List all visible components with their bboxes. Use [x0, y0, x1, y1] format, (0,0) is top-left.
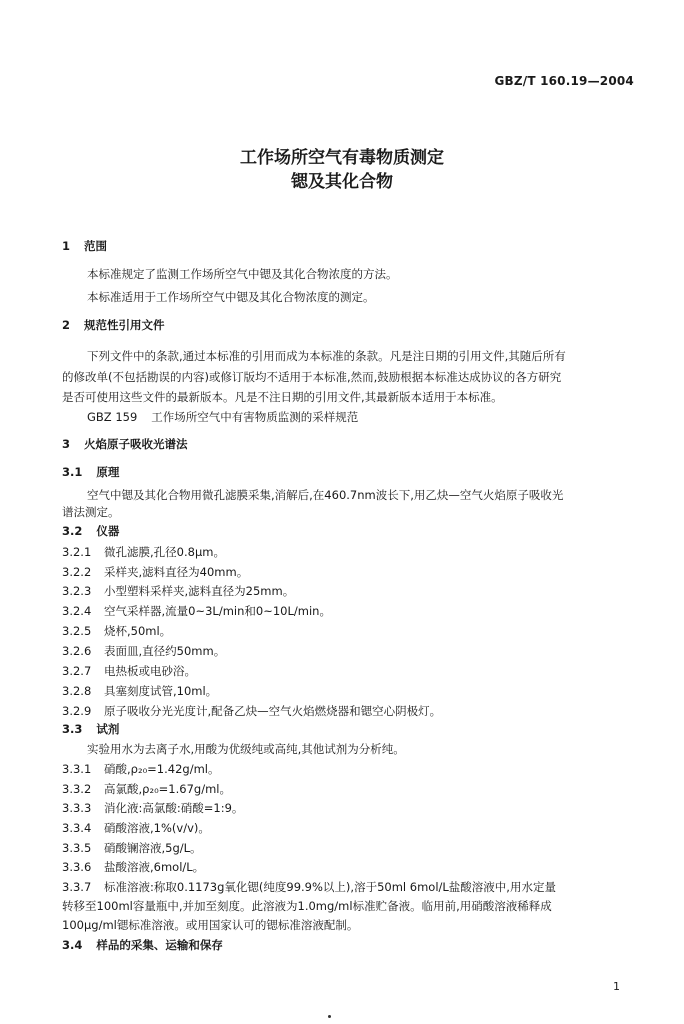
- reference-title: 工作场所空气中有害物质监测的采样规范: [151, 410, 359, 424]
- list-item: [62, 841, 202, 855]
- list-item: [62, 762, 220, 776]
- subsection-heading-3-2: [62, 524, 119, 538]
- item-number: 3.3.6: [62, 860, 92, 874]
- item-text: 空气采样器,流量0~3L/min和0~10L/min。: [104, 604, 331, 618]
- item-text: 原子吸收分光光度计,配备乙炔—空气火焰燃烧器和锶空心阴极灯。: [104, 704, 442, 718]
- item-number: 3.3.5: [62, 841, 92, 855]
- item-text: 采样夹,滤料直径为40mm。: [104, 565, 249, 579]
- item-number: 3.3.1: [62, 762, 92, 776]
- section-title: 火焰原子吸收光谱法: [84, 437, 188, 451]
- subsection-heading-3-3: [62, 722, 119, 736]
- item-text: 高氯酸,ρ₂₀=1.67g/ml。: [104, 782, 231, 796]
- item-text: 具塞刻度试管,10ml。: [104, 684, 218, 698]
- item-text: 烧杯,50ml。: [104, 624, 172, 638]
- paragraph-line: 下列文件中的条款,通过本标准的引用而成为本标准的条款。凡是注日期的引用文件,其随后所有: [87, 349, 566, 363]
- item-text: 硝酸镧溶液,5g/L。: [104, 841, 202, 855]
- scan-mark: [328, 1015, 331, 1018]
- item-number: 3.3.2: [62, 782, 92, 796]
- section-title: 范围: [84, 239, 108, 253]
- document-subtitle: 锶及其化合物: [291, 172, 393, 192]
- item-text: 硝酸溶液,1%(v/v)。: [104, 821, 210, 835]
- subsection-heading-3-1: [62, 465, 119, 479]
- list-item: [62, 604, 331, 618]
- item-text: 消化液:高氯酸:硝酸=1:9。: [104, 801, 244, 815]
- item-text: 表面皿,直径约50mm。: [104, 644, 226, 658]
- item-text: 电热板或电砂浴。: [104, 664, 196, 678]
- item-number: 3.2.2: [62, 565, 92, 579]
- item-number: 3.2.3: [62, 584, 92, 598]
- subsection-number: 3.1: [62, 465, 83, 479]
- item-text: 标准溶液:称取0.1173g氧化锶(纯度99.9%以上),溶于50ml 6mol/L盐酸溶液中,用水定量: [104, 880, 556, 894]
- subsection-title: 试剂: [96, 722, 120, 736]
- subsection-number: 3.4: [62, 938, 83, 952]
- list-item: [62, 684, 217, 698]
- list-item: [62, 801, 243, 815]
- section-number: 3: [62, 437, 71, 451]
- item-number: 3.2.9: [62, 704, 92, 718]
- item-text: 小型塑料采样夹,滤料直径为25mm。: [104, 584, 295, 598]
- section-heading-3: [62, 437, 188, 451]
- subsection-number: 3.2: [62, 524, 83, 538]
- subsection-number: 3.3: [62, 722, 83, 736]
- reference-code: GBZ 159: [87, 410, 138, 424]
- paragraph-line: 转移至100ml容量瓶中,并加至刻度。此溶液为1.0mg/ml标准贮备液。临用前,用硝酸溶液稀释成: [62, 899, 552, 913]
- paragraph-line: 谱法测定。: [62, 505, 120, 519]
- list-item: [62, 664, 196, 678]
- list-item: [62, 704, 441, 718]
- item-text: 盐酸溶液,6mol/L。: [104, 860, 205, 874]
- section-heading-1: [62, 239, 107, 253]
- subsection-title: 仪器: [96, 524, 120, 538]
- item-number: 3.3.7: [62, 880, 92, 894]
- subsection-title: 原理: [96, 465, 120, 479]
- item-text: 硝酸,ρ₂₀=1.42g/ml。: [104, 762, 220, 776]
- paragraph: 实验用水为去离子水,用酸为优级纯或高纯,其他试剂为分析纯。: [87, 742, 405, 756]
- list-item: [62, 545, 225, 559]
- item-text: 微孔滤膜,孔径0.8μm。: [104, 545, 225, 559]
- subsection-heading-3-4: [62, 938, 223, 952]
- document-title: 工作场所空气有毒物质测定: [240, 148, 444, 168]
- paragraph-line: 空气中锶及其化合物用微孔滤膜采集,消解后,在460.7nm波长下,用乙炔—空气火焰原子吸收光: [87, 488, 564, 502]
- paragraph: 本标准适用于工作场所空气中锶及其化合物浓度的测定。: [87, 290, 375, 304]
- page-number: 1: [613, 980, 620, 993]
- item-number: 3.2.7: [62, 664, 92, 678]
- paragraph-line: 的修改单(不包括勘误的内容)或修订版均不适用于本标准,然而,鼓励根据本标准达成协议的各方研究: [62, 370, 562, 384]
- subsection-title: 样品的采集、运输和保存: [96, 938, 223, 952]
- item-number: 3.2.6: [62, 644, 92, 658]
- list-item: [62, 782, 231, 796]
- item-number: 3.2.4: [62, 604, 92, 618]
- standard-number: GBZ/T 160.19—2004: [494, 74, 634, 88]
- list-item: [62, 565, 248, 579]
- paragraph: 本标准规定了监测工作场所空气中锶及其化合物浓度的方法。: [87, 267, 398, 281]
- section-title: 规范性引用文件: [84, 318, 165, 332]
- list-item: [62, 880, 556, 894]
- list-item: [62, 860, 204, 874]
- section-heading-2: [62, 318, 165, 332]
- item-number: 3.2.8: [62, 684, 92, 698]
- item-number: 3.2.5: [62, 624, 92, 638]
- section-number: 1: [62, 239, 71, 253]
- item-number: 3.2.1: [62, 545, 92, 559]
- item-number: 3.3.3: [62, 801, 92, 815]
- reference-entry: [87, 410, 358, 424]
- list-item: [62, 644, 225, 658]
- list-item: [62, 624, 171, 638]
- list-item: [62, 584, 294, 598]
- paragraph-line: 是否可使用这些文件的最新版本。凡是不注日期的引用文件,其最新版本适用于本标准。: [62, 390, 503, 404]
- list-item: [62, 821, 210, 835]
- item-number: 3.3.4: [62, 821, 92, 835]
- section-number: 2: [62, 318, 71, 332]
- paragraph-line: 100μg/ml锶标准溶液。或用国家认可的锶标准溶液配制。: [62, 918, 359, 932]
